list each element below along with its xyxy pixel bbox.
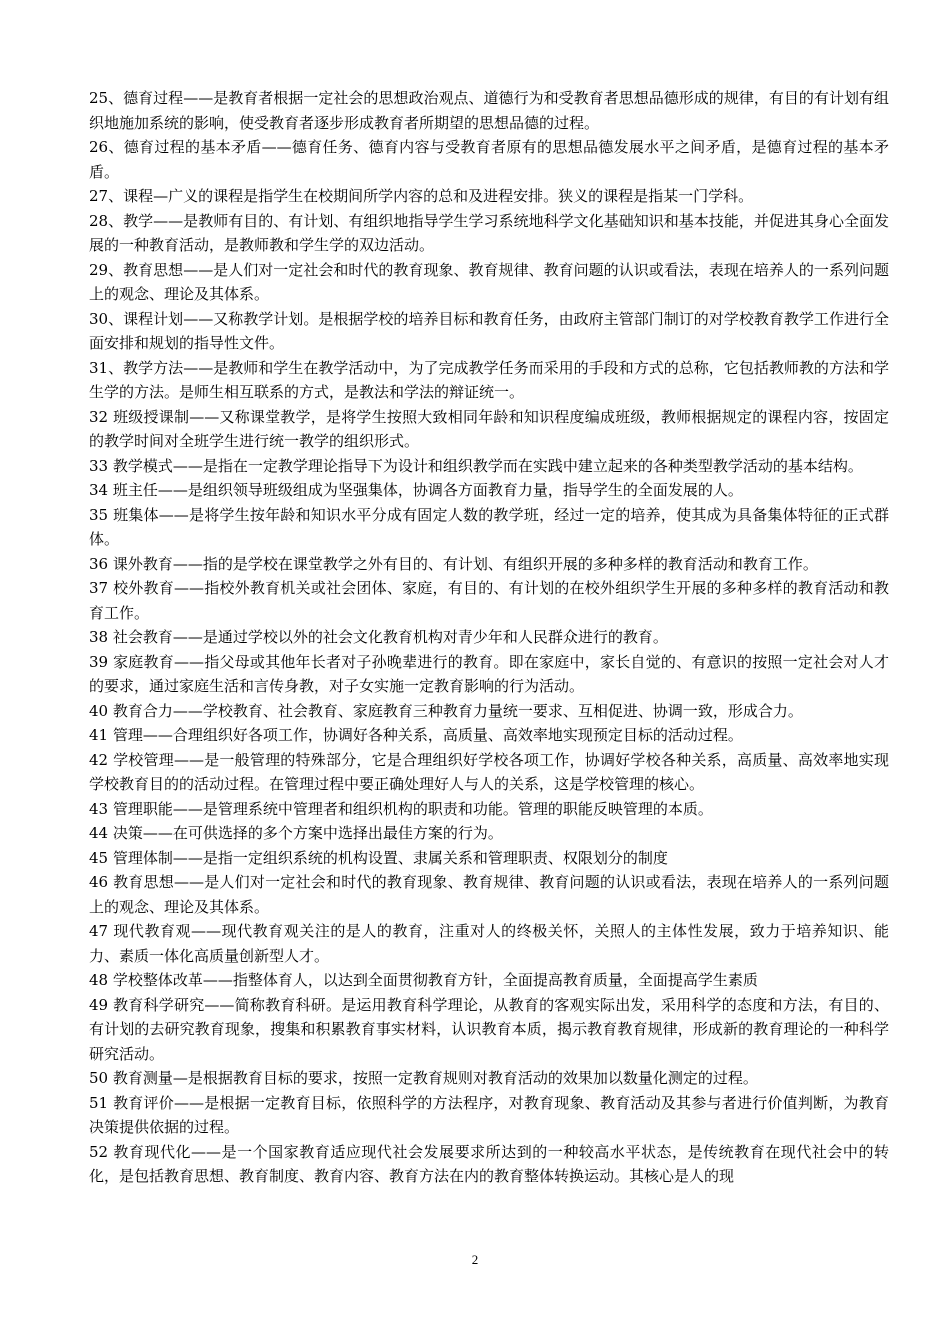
definition-entry-39: 39 家庭教育——指父母或其他年长者对子孙晚辈进行的教育。即在家庭中，家长自觉的、有意识的按照一定社会对人才的要求，通过家庭生活和言传身教，对子女实施一定教育影响的行为活动。 <box>89 652 889 695</box>
definition-entry-29: 29、教育思想——是人们对一定社会和时代的教育现象、教育规律、教育问题的认识或看法，表现在培养人的一系列问题上的观念、理论及其体系。 <box>89 260 889 303</box>
definition-entry-44: 44 决策——在可供选择的多个方案中选择出最佳方案的行为。 <box>89 824 503 842</box>
definition-entry-26: 26、德育过程的基本矛盾——德育任务、德育内容与受教育者原有的思想品德发展水平之间矛盾，是德育过程的基本矛盾。 <box>89 138 889 181</box>
definition-entry-48: 48 学校整体改革——指整体育人，以达到全面贯彻教育方针，全面提高教育质量，全面提高学生素质 <box>89 971 758 989</box>
definition-entry-33: 33 教学模式——是指在一定教学理论指导下为设计和组织教学而在实践中建立起来的各种类型教学活动的基本结构。 <box>89 456 863 475</box>
definition-entry-41: 41 管理——合理组织好各项工作，协调好各种关系，高质量、高效率地实现预定目标的活动过程。 <box>89 726 743 744</box>
definition-entry-35: 35 班集体——是将学生按年龄和知识水平分成有固定人数的教学班，经过一定的培养，使其成为具备集体特征的正式群体。 <box>89 505 889 548</box>
definition-entry-38: 38 社会教育——是通过学校以外的社会文化教育机构对青少年和人民群众进行的教育。 <box>89 628 668 646</box>
definition-entry-36: 36 课外教育——指的是学校在课堂教学之外有目的、有计划、有组织开展的多种多样的教育活动和教育工作。 <box>89 554 818 573</box>
definition-entry-49: 49 教育科学研究——简称教育科研。是运用教育科学理论，从教育的客观实际出发，采用科学的态度和方法，有目的、有计划的去研究教育现象，搜集和积累教育事实材料，认识教育本质，揭示教育教育规律，形成新的教育理论的一种科学研究活动。 <box>89 995 889 1063</box>
definition-entry-34: 34 班主任——是组织领导班级组成为坚强集体，协调各方面教育力量，指导学生的全面发展的人。 <box>89 481 743 499</box>
definition-entry-46: 46 教育思想——是人们对一定社会和时代的教育现象、教育规律、教育问题的认识或看法，表现在培养人的一系列问题上的观念、理论及其体系。 <box>89 873 889 916</box>
definition-entry-37: 37 校外教育——指校外教育机关或社会团体、家庭，有目的、有计划的在校外组织学生开展的多种多样的教育活动和教育工作。 <box>89 579 889 622</box>
definition-entry-40: 40 教育合力——学校教育、社会教育、家庭教育三种教育力量统一要求、互相促进、协调一致，形成合力。 <box>89 701 803 720</box>
definition-entry-42: 42 学校管理——是一般管理的特殊部分，它是合理组织好学校各项工作，协调好学校各种关系，高质量、高效率地实现学校教育目的的活动过程。在管理过程中要正确处理好人与人的关系，这是学校管理的核心。 <box>89 750 889 793</box>
page-number: 2 <box>471 1252 479 1267</box>
definition-entry-30: 30、课程计划——又称教学计划。是根据学校的培养目标和教育任务，由政府主管部门制订的对学校教育教学工作进行全面安排和规划的指导性文件。 <box>89 309 889 352</box>
definition-entry-47: 47 现代教育观——现代教育观关注的是人的教育，注重对人的终极关怀，关照人的主体性发展，致力于培养知识、能力、素质一体化高质量创新型人才。 <box>89 922 889 965</box>
definition-entry-28: 28、教学——是教师有目的、有计划、有组织地指导学生学习系统地科学文化基础知识和基本技能，并促进其身心全面发展的一种教育活动，是教师教和学生学的双边活动。 <box>89 211 889 254</box>
definition-entry-27: 27、课程—广义的课程是指学生在校期间所学内容的总和及进程安排。狭义的课程是指某一门学科。 <box>89 187 754 205</box>
page-content <box>89 86 889 1189</box>
definition-entry-45: 45 管理体制——是指一定组织系统的机构设置、隶属关系和管理职责、权限划分的制度 <box>89 848 668 867</box>
definition-entry-51: 51 教育评价——是根据一定教育目标，依照科学的方法程序，对教育现象、教育活动及其参与者进行价值判断，为教育决策提供依据的过程。 <box>89 1093 889 1136</box>
definition-entry-31: 31、教学方法——是教师和学生在教学活动中，为了完成教学任务而采用的手段和方式的总称，它包括教师教的方法和学生学的方法。是师生相互联系的方式，是教法和学法的辩证统一。 <box>89 358 889 401</box>
definition-entry-50: 50 教育测量—是根据教育目标的要求，按照一定教育规则对教育活动的效果加以数量化测定的过程。 <box>89 1069 758 1087</box>
definition-entry-43: 43 管理职能——是管理系统中管理者和组织机构的职责和功能。管理的职能反映管理的本质。 <box>89 799 713 818</box>
definition-entry-25: 25、德育过程——是教育者根据一定社会的思想政治观点、道德行为和受教育者思想品德形成的规律，有目的有计划有组织地施加系统的影响，使受教育者逐步形成教育者所期望的思想品德的过程。 <box>89 89 889 132</box>
definition-entry-32: 32 班级授课制——又称课堂教学，是将学生按照大致相同年龄和知识程度编成班级，教师根据规定的课程内容，按固定的教学时间对全班学生进行统一教学的组织形式。 <box>89 407 889 450</box>
definition-entry-52: 52 教育现代化——是一个国家教育适应现代社会发展要求所达到的一种较高水平状态，是传统教育在现代社会中的转化，是包括教育思想、教育制度、教育内容、教育方法在内的教育整体转换运动。其核心是人的现 <box>89 1142 889 1185</box>
